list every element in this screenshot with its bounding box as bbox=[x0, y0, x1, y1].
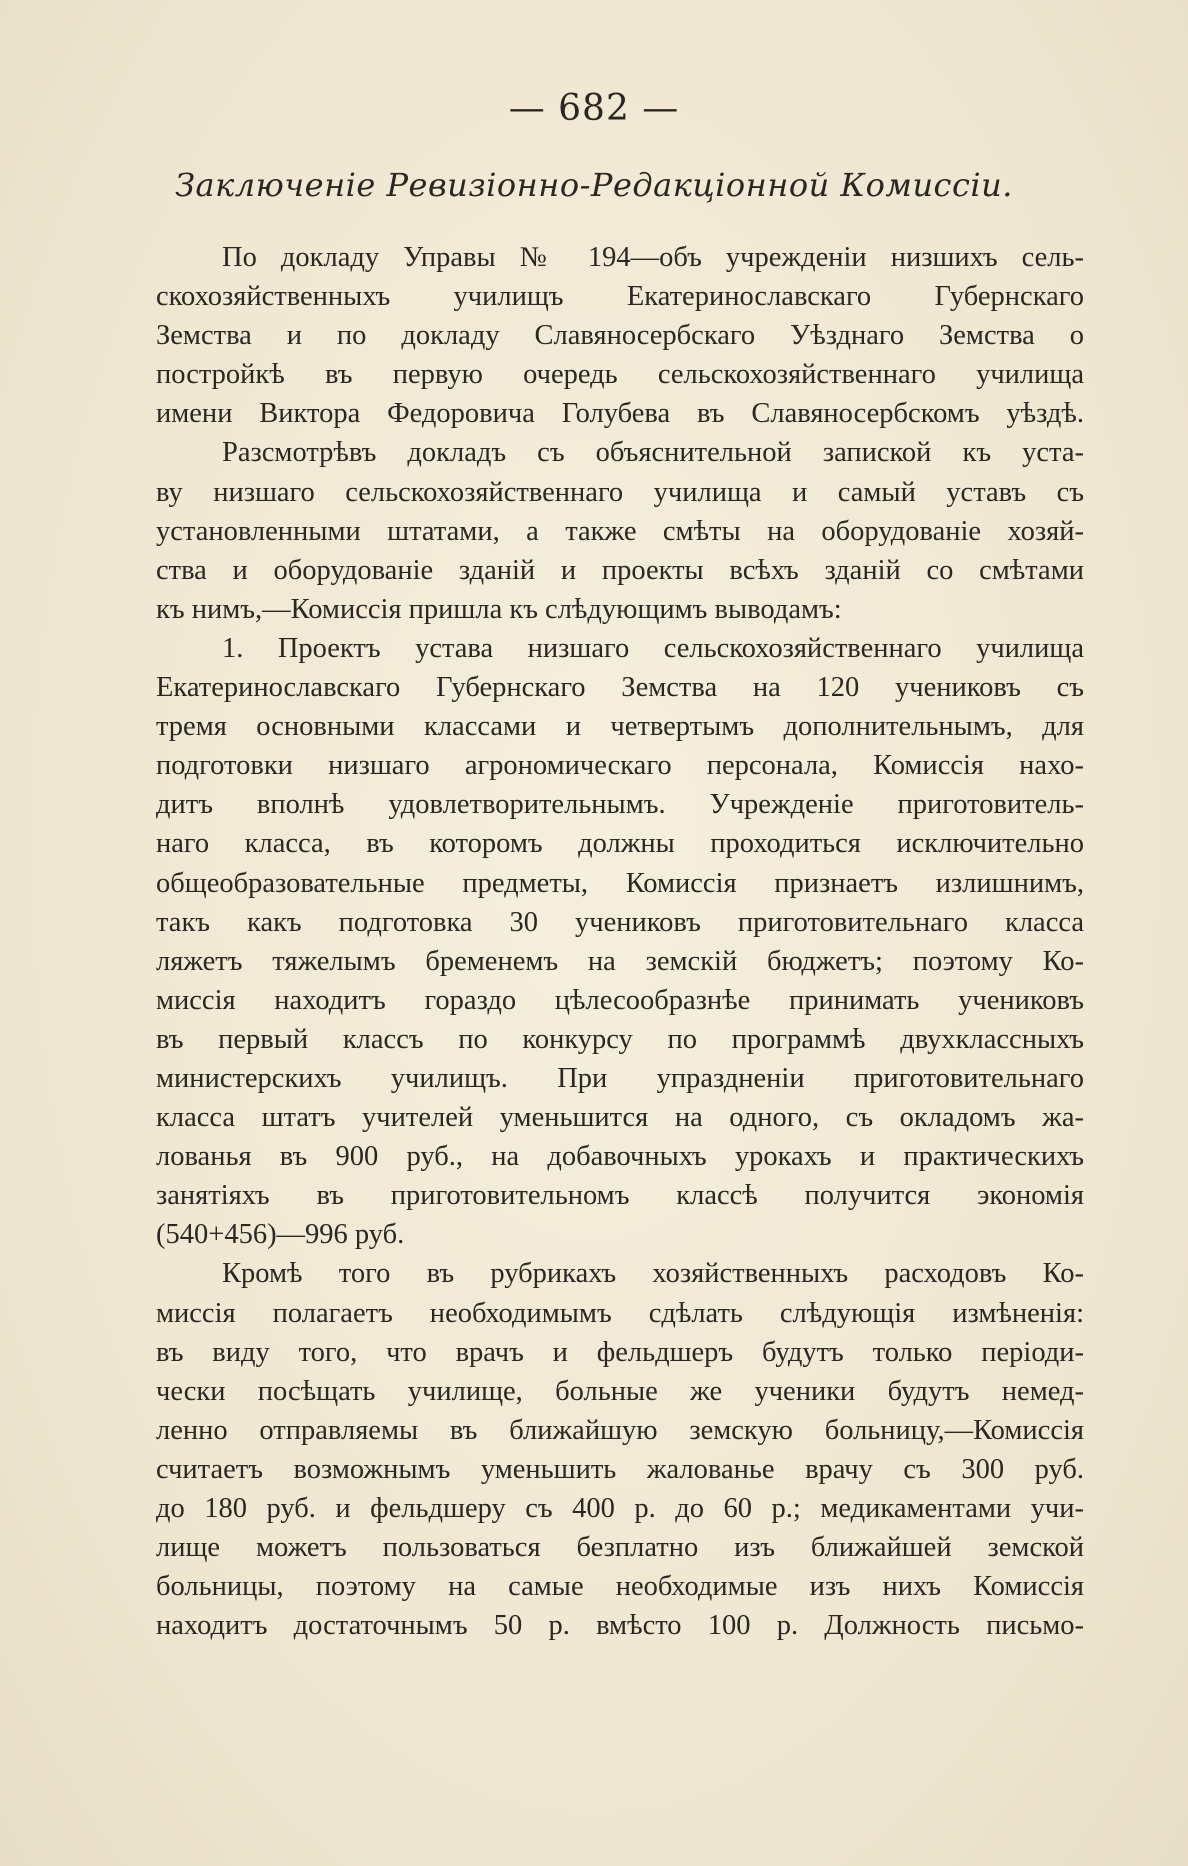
text-line: ленно отправляемы въ ближайшую земскую больницу,—Комиссія bbox=[156, 1414, 1084, 1446]
text-line: лище можетъ пользоваться безплатно изъ ближайшей земской bbox=[156, 1532, 1084, 1564]
text-line: (540+456)—996 руб. bbox=[156, 1219, 405, 1251]
text-line: По докладу Управы № 194—объ учрежденіи низшихъ сель- bbox=[222, 242, 1084, 273]
text-line: дитъ вполнѣ удовлетворительнымъ. Учрежденіе приготовитель- bbox=[156, 789, 1084, 821]
text-line: считаетъ возможнымъ уменьшить жалованье врачу съ 300 руб. bbox=[156, 1453, 1084, 1485]
text-line: скохозяйственныхъ училищъ Екатеринославскаго Губернскаго bbox=[156, 281, 1084, 313]
text-line: больницы, поэтому на самые необходимые изъ нихъ Комиссія bbox=[156, 1571, 1084, 1603]
text-line: Екатеринославскаго Губернскаго Земства на 120 учениковъ съ bbox=[156, 672, 1084, 704]
text-line: такъ какъ подготовка 30 учениковъ приготовительнаго класса bbox=[156, 906, 1084, 938]
text-line: постройкѣ въ первую очередь сельскохозяйственнаго училища bbox=[156, 359, 1084, 391]
text-line: въ первый классъ по конкурсу по программѣ двухклассныхъ bbox=[156, 1023, 1084, 1055]
text-line: общеобразовательные предметы, Комиссія признаетъ излишнимъ, bbox=[156, 867, 1084, 899]
body-text bbox=[156, 238, 1084, 1645]
text-line: ляжетъ тяжелымъ бременемъ на земскій бюджетъ; поэтому Ко- bbox=[156, 945, 1084, 977]
text-line: Земства и по докладу Славяносербскаго Уѣзднаго Земства о bbox=[156, 320, 1084, 352]
paragraph-3 bbox=[156, 629, 1084, 1255]
text-line: установленными штатами, а также смѣты на оборудованіе хозяй- bbox=[156, 515, 1084, 547]
text-line: Кромѣ того въ рубрикахъ хозяйственныхъ расходовъ Ко- bbox=[222, 1258, 1084, 1290]
text-line: миссія находитъ гораздо цѣлесообразнѣе принимать учениковъ bbox=[156, 984, 1084, 1016]
text-line: ву низшаго сельскохозяйственнаго училища и самый уставъ съ bbox=[156, 476, 1084, 508]
text-line: имени Виктора Федоровича Голубева въ Славяносербскомъ уѣздѣ. bbox=[156, 398, 1084, 430]
text-line: 1. Проектъ устава низшаго сельскохозяйственнаго училища bbox=[222, 632, 1084, 664]
page-number: — 682 — bbox=[508, 88, 680, 129]
text-line: до 180 руб. и фельдшеру съ 400 р. до 60 р.; медикаментами учи- bbox=[156, 1493, 1084, 1524]
paragraph-4 bbox=[156, 1254, 1084, 1645]
section-heading: Заключеніе Ревизіонно-Редакціонной Комиссіи. bbox=[175, 166, 1013, 204]
text-line: Разсмотрѣвъ докладъ съ объяснительной запиской къ уста- bbox=[222, 437, 1084, 469]
text-line: подготовки низшаго агрономическаго персонала, Комиссія нахо- bbox=[156, 750, 1084, 782]
text-line: занятіяхъ въ приготовительномъ классѣ получится экономія bbox=[156, 1180, 1084, 1212]
text-line: чески посѣщать училище, больные же ученики будутъ немед- bbox=[156, 1375, 1084, 1407]
text-line: тремя основными классами и четвертымъ дополнительнымъ, для bbox=[156, 711, 1084, 743]
paragraph-2 bbox=[156, 433, 1084, 628]
text-line: въ виду того, что врачъ и фельдшеръ будутъ только періоди- bbox=[156, 1336, 1084, 1368]
text-line: ства и оборудованіе зданій и проекты всѣхъ зданій со смѣтами bbox=[156, 554, 1084, 586]
text-line: класса штатъ учителей уменьшится на одного, съ окладомъ жа- bbox=[156, 1102, 1084, 1134]
text-line: лованья въ 900 руб., на добавочныхъ урокахъ и практическихъ bbox=[156, 1141, 1084, 1173]
text-line: министерскихъ училищъ. При упраздненіи приготовительнаго bbox=[156, 1062, 1084, 1094]
text-line: наго класса, въ которомъ должны проходиться исключительно bbox=[156, 828, 1084, 860]
text-line: находитъ достаточнымъ 50 р. вмѣсто 100 р. Должность письмо- bbox=[156, 1610, 1084, 1642]
paragraph-1 bbox=[156, 238, 1084, 433]
text-line: къ нимъ,—Комиссія пришла къ слѣдующимъ выводамъ: bbox=[156, 593, 842, 625]
text-line: миссія полагаетъ необходимымъ сдѣлать слѣдующія измѣненія: bbox=[156, 1297, 1084, 1329]
